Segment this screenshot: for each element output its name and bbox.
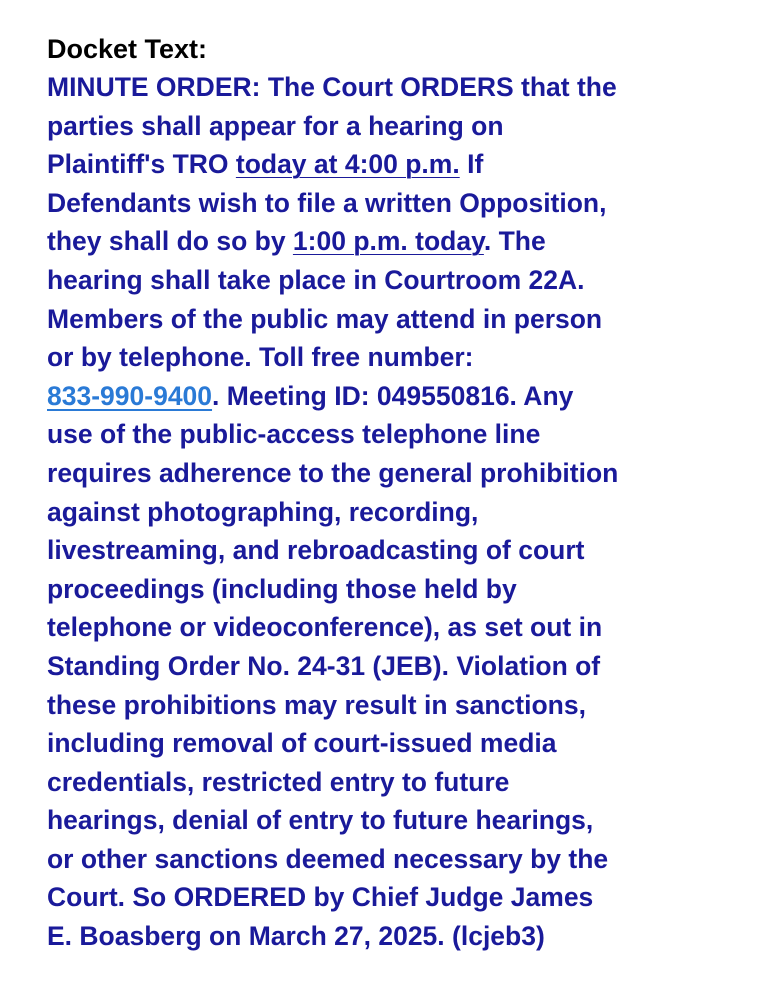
docket-line [47, 493, 733, 532]
docket-text-segment: MINUTE ORDER: The Court ORDERS that the [47, 72, 617, 102]
docket-text-segment: . Meeting ID: 049550816. Any [212, 380, 574, 411]
docket-text-segment: Defendants wish to file a written Opposition, [47, 187, 607, 218]
docket-line [47, 454, 733, 493]
docket-text-segment: these prohibitions may result in sanctions, [47, 689, 586, 720]
docket-heading: Docket Text: [47, 34, 208, 64]
docket-line [47, 145, 733, 184]
docket-line [47, 68, 733, 107]
docket-text-segment: Plaintiff's TRO [47, 149, 236, 180]
docket-text-segment: parties shall appear for a hearing on [47, 110, 504, 141]
docket-line [47, 184, 733, 223]
underlined-time-text: 1:00 p.m. today [292, 226, 484, 257]
docket-text-segment: including removal of court-issued media [47, 728, 557, 759]
docket-text-segment: Standing Order No. 24-31 (JEB). Violation of [47, 650, 601, 681]
docket-text-segment: If [459, 149, 484, 180]
docket-line [47, 377, 733, 416]
docket-line [47, 261, 733, 300]
docket-text-segment: hearings, denial of entry to future hearings, [47, 805, 594, 836]
docket-text-segment: or other sanctions deemed necessary by the [47, 843, 609, 874]
docket-line [47, 801, 733, 840]
docket-text-segment: requires adherence to the general prohibition [47, 457, 619, 488]
docket-text-segment: proceedings (including those held by [47, 573, 517, 604]
docket-text-segment: . The [483, 226, 546, 257]
docket-line [47, 917, 733, 956]
docket-line [47, 415, 733, 454]
docket-text-segment: hearing shall take place in Courtroom 22A. [47, 264, 585, 295]
docket-line [47, 300, 733, 339]
docket-text-segment: against photographing, recording, [47, 496, 479, 527]
docket-line [47, 647, 733, 686]
docket-text-segment: telephone or videoconference), as set out in [47, 612, 603, 643]
docket-line [47, 840, 733, 879]
docket-line [47, 763, 733, 802]
docket-text-segment: E. Boasberg on March 27, 2025. (lcjeb3) [47, 921, 545, 952]
docket-line [47, 686, 733, 725]
docket-line [47, 531, 733, 570]
docket-line [47, 338, 733, 377]
docket-line [47, 608, 733, 647]
docket-line [47, 222, 733, 261]
docket-line [47, 570, 733, 609]
docket-line [47, 107, 733, 146]
phone-number-link[interactable]: 833-990-9400 [47, 380, 213, 411]
docket-text-segment: livestreaming, and rebroadcasting of court [47, 535, 585, 566]
underlined-time-text: today at 4:00 p.m. [235, 149, 460, 180]
docket-text-segment: Court. So ORDERED by Chief Judge James [47, 882, 594, 913]
docket-text-segment: use of the public-access telephone line [47, 419, 541, 450]
docket-line [47, 878, 733, 917]
docket-text-segment: they shall do so by [47, 226, 293, 257]
docket-text-segment: Members of the public may attend in person [47, 303, 603, 334]
docket-line [47, 724, 733, 763]
docket-text-segment: or by telephone. Toll free number: [47, 342, 474, 373]
docket-text-body [47, 68, 733, 956]
docket-text-segment: credentials, restricted entry to future [47, 766, 510, 797]
